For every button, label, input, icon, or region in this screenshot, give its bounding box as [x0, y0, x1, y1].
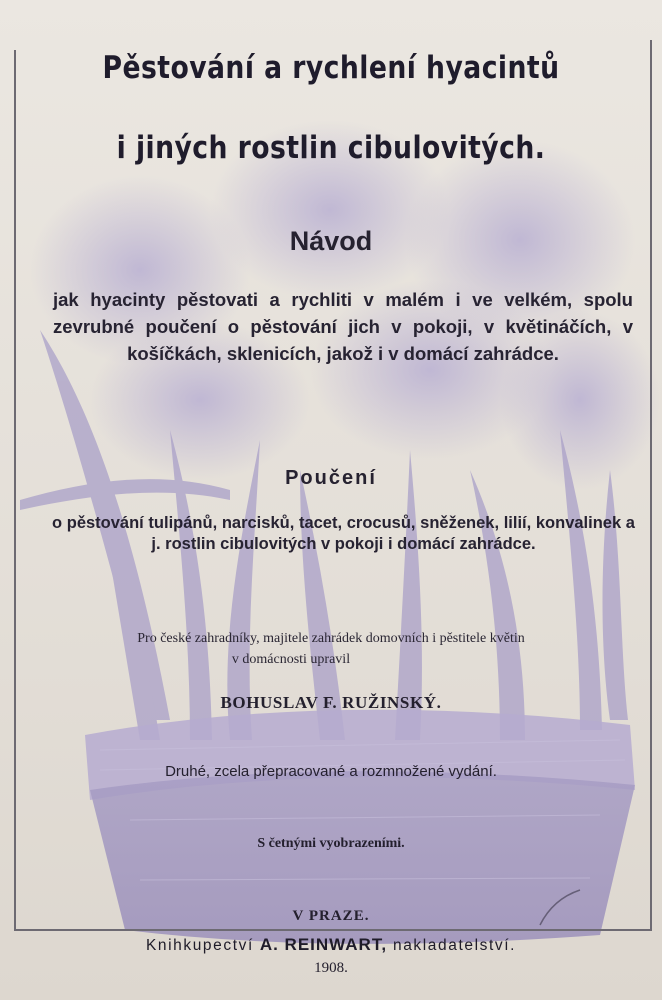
year: 1908. — [314, 960, 348, 976]
subtitle: Návod — [289, 226, 373, 256]
edition: Druhé, zcela přepracované a rozmnožené vydání. — [165, 763, 497, 780]
dedication-line-1: Pro české zahradníky, majitele zahrádek domovních i pěstitele květin — [137, 631, 525, 646]
bottom-border — [14, 929, 652, 931]
section-heading: Poučení — [285, 467, 377, 489]
section-text: o pěstování tulipánů, narcisků, tacet, crocusů, sněženek, lilií, konvalinek a j. rostlin cibulovitých v pokoji i domácí zahrádce. — [52, 514, 635, 553]
title-line-2: i jiných rostlin cibulovitých. — [116, 130, 546, 166]
description: jak hyacinty pěstovati a rychliti v malém i ve velkém, spolu zevrubné poučení o pěstování jich v pokoji, v květináčích, v košíčkách, sklenicích, jakož i v domácí zahrádce. — [53, 289, 633, 364]
dedication-line-2: v domácnosti upravil — [231, 652, 351, 667]
city: V PRAZE. — [292, 908, 370, 924]
left-border — [14, 50, 16, 930]
publisher-prefix: Knihkupectví — [145, 937, 254, 954]
author: BOHUSLAV F. RUŽINSKÝ. — [220, 693, 442, 712]
title-line-1: Pěstování a rychlení hyacintů — [102, 50, 560, 86]
publisher-suffix: nakladatelství. — [392, 937, 517, 954]
publisher-name: A. REINWART, — [259, 935, 388, 954]
publisher — [0, 935, 662, 955]
illustrations-note: S četnými vyobrazeními. — [257, 836, 405, 851]
